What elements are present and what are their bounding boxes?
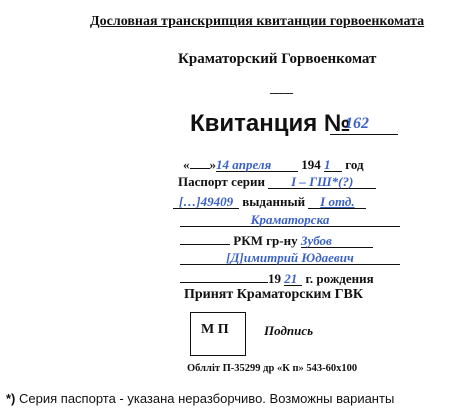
surname: Зубов [300, 233, 332, 248]
issuer: I отд. [320, 194, 355, 209]
surname-line [180, 230, 373, 249]
footnote-marker: *) [6, 391, 16, 406]
name-line [180, 250, 400, 266]
date-value: 14 апреля [216, 157, 272, 172]
receipt-label: Квитанция № [190, 110, 351, 137]
birth-year-line [180, 268, 374, 287]
city-line [180, 212, 400, 228]
passport-number-line [173, 194, 366, 210]
issued-label: выданный [242, 194, 306, 209]
footnote-text: Серия паспорта - указана неразборчиво. Возможны варианты [19, 391, 395, 406]
open-quote: « [183, 157, 190, 172]
year-prefix: 194 [301, 157, 321, 172]
document-title: Дословная транскрипция квитанции горвоенкомата [90, 14, 425, 29]
passport-series-field [268, 174, 376, 189]
year-field [324, 157, 342, 172]
close-quote: » [209, 157, 216, 172]
footnote [6, 391, 394, 406]
year-suffix: год [345, 157, 364, 172]
day-blank [190, 154, 210, 169]
birth-year-field [284, 271, 302, 286]
signature-label: Подпись [264, 323, 314, 338]
surname-field [301, 233, 373, 248]
receipt-number: 162 [345, 115, 369, 132]
year-digit: 1 [324, 157, 331, 172]
birth-year: 21 [284, 271, 298, 286]
date-line [183, 154, 364, 173]
city-field [180, 212, 400, 227]
birth-suffix: г. рождения [305, 271, 374, 286]
passport-number-field [173, 194, 239, 209]
passport-label: Паспорт серии [178, 174, 265, 189]
given-name: [Д]имитрий Юдаевич [226, 250, 354, 265]
printer-imprint: Облліт П-35299 др «К п» 543-60х100 [187, 363, 358, 374]
accepted-line: Принят Краматорским ГВК [184, 287, 364, 302]
birth-century: 19 [268, 271, 281, 286]
surname-lead-blank [180, 230, 230, 245]
city: Краматорска [250, 212, 330, 227]
passport-line [178, 174, 376, 190]
name-field [180, 250, 400, 265]
passport-series: I – ГШ*(?) [291, 174, 354, 189]
date-field [216, 157, 298, 172]
issuer-field [308, 194, 366, 209]
office-underline: ____ [270, 80, 292, 95]
birth-lead-blank [180, 268, 268, 283]
rkm-label: РКМ гр-ну [233, 233, 298, 248]
office-name: Краматорский Горвоенкомат [178, 51, 377, 67]
passport-number: […]49409 [178, 194, 234, 209]
stamp-label: М П [201, 322, 229, 337]
